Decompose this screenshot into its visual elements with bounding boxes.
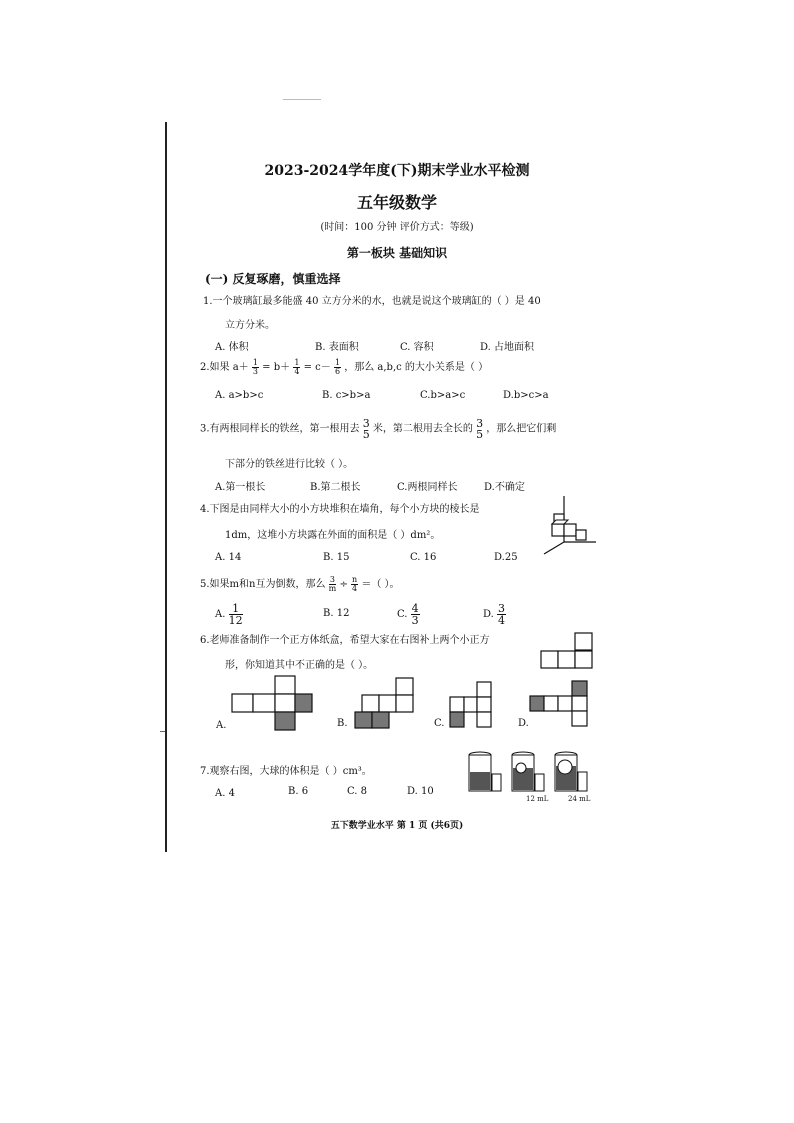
q4-option-b: B. 15 xyxy=(323,552,350,563)
q5-option-a-label: A. xyxy=(215,609,226,620)
q2-frac1-den: 3 xyxy=(252,367,258,376)
part-title: (一) 反复琢磨，慎重选择 xyxy=(205,272,341,286)
q1-option-c: C. 容积 xyxy=(400,342,434,353)
q2-frac2 xyxy=(293,359,300,376)
q3-frac1 xyxy=(363,418,370,440)
q3-suffix: ，那么把它们剩 xyxy=(486,423,557,435)
q3-frac1-den: 5 xyxy=(362,428,370,441)
q3-option-c: C.两根同样长 xyxy=(397,482,458,493)
q2-frac2-den: 4 xyxy=(294,367,300,376)
q5-frac2 xyxy=(351,576,358,593)
q1-option-a: A. 体积 xyxy=(215,342,249,353)
q6-label-b: B. xyxy=(337,718,348,729)
q6-option-b-net xyxy=(355,677,415,729)
q1-text-line2: 立方分米。 xyxy=(225,320,275,331)
q2-option-b: B. c>b>a xyxy=(322,390,371,401)
q4-text-line1: 4.下图是由同样大小的小方块堆积在墙角，每个小方块的棱长是 xyxy=(200,504,480,515)
q3-frac2 xyxy=(476,418,483,440)
q6-text-line1: 6.老师准备制作一个正方体纸盒，希望大家在右图补上两个小正方 xyxy=(200,635,490,646)
q5-option-d xyxy=(483,603,506,626)
q2-option-d: D.b>c>a xyxy=(503,390,549,401)
q5-option-d-label: D. xyxy=(483,609,494,620)
q3-frac1-num: 3 xyxy=(362,417,370,430)
q3-frac2-num: 3 xyxy=(476,417,484,430)
q3-option-d: D.不确定 xyxy=(484,482,525,493)
q1-option-d: D. 占地面积 xyxy=(480,342,535,353)
q5-option-a xyxy=(215,603,243,626)
q1-option-b: B. 表面积 xyxy=(315,342,359,353)
q1-text-line1: 1.一个玻璃缸最多能盛 40 立方分米的水，也就是说这个玻璃缸的（ ）是 40 xyxy=(203,296,541,307)
q6-label-c: C. xyxy=(434,718,445,729)
q7-option-b: B. 6 xyxy=(288,786,309,797)
q3-text-line1 xyxy=(200,418,556,440)
q2-text xyxy=(200,358,488,376)
exam-info: (时间：100 分钟 评价方式：等级) xyxy=(320,222,474,233)
q6-label-a: A. xyxy=(216,720,227,731)
q6-option-a-net xyxy=(230,675,314,731)
q2-frac3-den: 6 xyxy=(334,367,341,376)
q2-option-c: C.b>a>c xyxy=(420,390,466,401)
q5-option-c-den: 3 xyxy=(411,614,419,627)
q6-label-d: D. xyxy=(518,718,529,729)
q2-frac3-num: 1 xyxy=(334,358,341,367)
q3-text-line2: 下部分的铁丝进行比较（ ）。 xyxy=(225,459,354,470)
scan-mark xyxy=(283,99,321,100)
q5-frac2-den: 4 xyxy=(352,584,358,593)
q5-option-d-num: 3 xyxy=(498,602,506,615)
q5-option-c xyxy=(397,603,420,626)
q4-text-line2: 1dm，这堆小方块露在外面的面积是（ ）dm²。 xyxy=(225,530,441,541)
q5-mid: ÷ xyxy=(339,579,348,590)
q5-frac1-den: m xyxy=(328,584,337,593)
q4-option-c: C. 16 xyxy=(410,552,437,563)
q4-option-a: A. 14 xyxy=(215,552,242,563)
q2-frac2-num: 1 xyxy=(294,358,300,367)
q5-option-a-frac xyxy=(229,603,243,626)
q5-option-c-num: 4 xyxy=(411,602,419,615)
page-footer: 五下数学业水平 第 1 页 (共6页) xyxy=(330,821,464,831)
q5-prefix: 5.如果m和n互为倒数，那么 xyxy=(200,579,326,590)
q5-option-a-den: 12 xyxy=(228,614,243,627)
q2-frac1-num: 1 xyxy=(252,358,258,367)
q3-mid: 米，第二根用去全长的 xyxy=(372,423,473,435)
q5-option-d-den: 4 xyxy=(498,614,506,627)
q2-mid2: = c－ xyxy=(303,362,331,373)
beaker-label-12ml: 12 mL xyxy=(526,795,549,803)
margin-tick xyxy=(160,731,165,732)
q5-option-c-label: C. xyxy=(397,609,408,620)
q6-option-d-net xyxy=(530,680,590,728)
q3-frac2-den: 5 xyxy=(476,428,484,441)
q4-option-d: D.25 xyxy=(494,552,518,563)
q2-option-a: A. a>b>c xyxy=(215,390,264,401)
q5-text xyxy=(200,575,400,593)
q5-frac1 xyxy=(329,576,337,593)
q7-option-c: C. 8 xyxy=(347,786,368,797)
block-title: 第一板块 基础知识 xyxy=(346,246,448,260)
beakers-figure xyxy=(466,750,596,796)
q5-option-a-num: 1 xyxy=(229,603,243,615)
q5-frac1-num: 3 xyxy=(329,575,335,584)
q2-frac1 xyxy=(252,359,259,376)
q5-suffix: ＝（ ）。 xyxy=(361,579,400,590)
cube-corner-figure xyxy=(538,496,598,556)
q2-prefix: 2.如果 a＋ xyxy=(200,362,249,373)
q6-text-line2: 形，你知道其中不正确的是（ ）。 xyxy=(225,660,374,671)
q3-prefix: 3.有两根同样长的铁丝，第一根用去 xyxy=(200,423,360,435)
q5-option-c-frac xyxy=(411,603,420,626)
q2-suffix: ，那么 a,b,c 的大小关系是（ ） xyxy=(344,362,489,373)
q2-mid1: = b＋ xyxy=(262,362,291,373)
q2-frac3 xyxy=(334,359,341,376)
q6-option-c-net xyxy=(450,681,494,729)
q7-text: 7.观察右图，大球的体积是（ ）cm³。 xyxy=(200,766,372,777)
beaker-label-24ml: 24 mL xyxy=(568,795,591,803)
q5-frac2-num: n xyxy=(352,575,358,584)
q3-option-a: A.第一根长 xyxy=(215,482,266,493)
q3-option-b: B.第二根长 xyxy=(310,482,361,493)
q7-option-a: A. 4 xyxy=(215,788,235,799)
q7-option-d: D. 10 xyxy=(407,786,434,797)
q5-option-b: B. 12 xyxy=(323,608,350,619)
exam-subject: 五年级数学 xyxy=(356,193,437,212)
exam-title: 2023-2024学年度(下)期末学业水平检测 xyxy=(264,163,530,179)
q6-reference-net xyxy=(538,632,594,672)
q5-option-d-frac xyxy=(497,603,506,626)
